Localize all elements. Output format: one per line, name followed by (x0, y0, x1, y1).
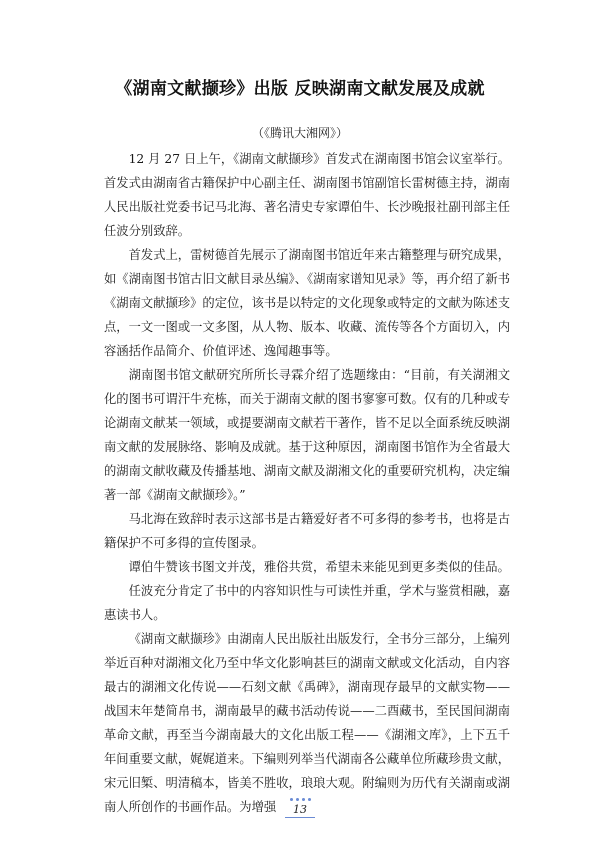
footer-dots-ornament (0, 796, 600, 802)
paragraph-6: 任波充分肯定了书中的内容知识性与可读性并重，学术与鉴赏相融，嘉惠读书人。 (104, 584, 510, 622)
footer-rule (285, 817, 315, 818)
article-source: （《腾讯大湘网》） (251, 126, 348, 140)
footer-dot (302, 798, 305, 801)
paragraph-1: 12 月 27 日上午，《湖南文献撷珍》首发式在湖南图书馆会议室举行。首发式由湖南省古籍保护中心副主任、湖南图书馆副馆长雷树德主持，湖南人民出版社党委书记马北海、著名清史专家谭伯牛、长沙晚报社副刊部主任任波分别致辞。 (104, 152, 510, 238)
article-body (104, 147, 510, 819)
article-title: 《湖南文献撷珍》出版 反映湖南文献发展及成就 (115, 79, 485, 99)
paragraph-3: 湖南图书馆文献研究所所长寻霖介绍了选题缘由：“目前，有关湖湘文化的图书可谓汗牛充栋，而关于湖南文献的图书寥寥可数。仅有的几种或专论湖南文献某一领域，或提要湖南文献若干著作，皆不足以全面系统反映湖南文献的发展脉络、影响及成就。基于这种原因，湖南图书馆作为全省最大的湖南文献收藏及传播基地、湖南文献及湖湘文化的重要研究机构，决定编著一部《湖南文献撷珍》。” (104, 368, 510, 502)
footer-dot (308, 798, 311, 801)
footer-dot (290, 798, 293, 801)
page-number: 13 (293, 803, 307, 816)
footer-dot (296, 798, 299, 801)
page-footer (0, 796, 600, 818)
paragraph-2: 首发式上，雷树德首先展示了湖南图书馆近年来古籍整理与研究成果，如《湖南图书馆古旧文献目录丛编》、《湖南家谱知见录》等，再介绍了新书《湖南文献撷珍》的定位，该书是以特定的文化现象或特定的文献为陈述支点，一文一图或一文多图，从人物、版本、收藏、流传等各个方面切入，内容涵括作品简介、价值评述、逸闻趣事等。 (104, 248, 510, 358)
paragraph-4: 马北海在致辞时表示这部书是古籍爱好者不可多得的参考书，也将是古籍保护不可多得的宣传图录。 (104, 512, 510, 550)
paragraph-7: 《湖南文献撷珍》由湖南人民出版社出版发行，全书分三部分，上编列举近百种对湖湘文化乃至中华文化影响甚巨的湖南文献或文化活动，自内容最古的湖湘文化传说——石刻文献《禹碑》，湖南现存最早的文献实物——战国末年楚简帛书，湖南最早的藏书活动传说——二酉藏书，至民国间湖南革命文献，再至当今湖南最大的文化出版工程——《湖湘文库》，上下五千年间重要文献，娓娓道来。下编则列举当代湖南各公藏单位所藏珍贵文献，宋元旧椠、明清稿本，皆美不胜收，琅琅大观。附编则为历代有关湖南或湖南人所创作的书画作品。为增强 (104, 632, 510, 814)
paragraph-5: 谭伯牛赞该书图文并茂，雅俗共赏，希望未来能见到更多类似的佳品。 (128, 560, 510, 574)
